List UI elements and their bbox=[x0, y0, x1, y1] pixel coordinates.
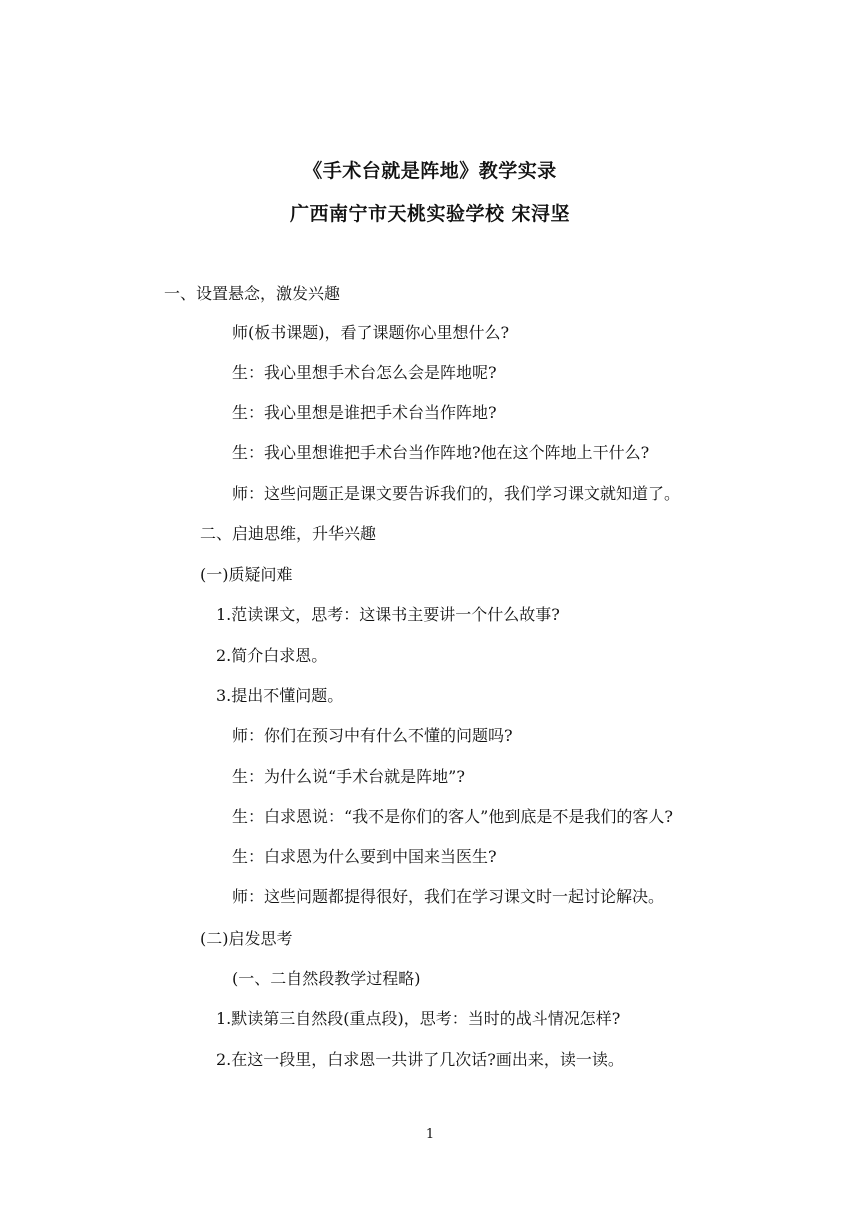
document-title: 《手术台就是阵地》教学实录 bbox=[303, 160, 557, 182]
page-number: 1 bbox=[425, 1127, 435, 1142]
list-item: 3.提出不懂问题。 bbox=[216, 686, 344, 705]
subsection-heading-2: (二)启发思考 bbox=[200, 929, 293, 948]
paragraph-line: 生：白求恩为什么要到中国来当医生? bbox=[232, 847, 497, 866]
paragraph-line: (一、二自然段教学过程略) bbox=[232, 969, 421, 988]
list-item: 2.简介白求恩。 bbox=[216, 646, 328, 665]
paragraph-line: 师：你们在预习中有什么不懂的问题吗? bbox=[232, 726, 513, 745]
paragraph-line: 生：白求恩说：“我不是你们的客人”他到底是不是我们的客人? bbox=[232, 807, 673, 826]
list-item: 1.默读第三自然段(重点段)，思考：当时的战斗情况怎样? bbox=[216, 1009, 621, 1028]
paragraph-line: 师：这些问题正是课文要告诉我们的，我们学习课文就知道了。 bbox=[232, 484, 681, 503]
paragraph-line: 生：我心里想手术台怎么会是阵地呢? bbox=[232, 363, 497, 382]
section-heading-2: 二、启迪思维，升华兴趣 bbox=[200, 524, 377, 543]
paragraph-line: 生：我心里想谁把手术台当作阵地?他在这个阵地上干什么? bbox=[232, 443, 650, 462]
paragraph-line: 生：我心里想是谁把手术台当作阵地? bbox=[232, 403, 497, 422]
list-item: 2.在这一段里，白求恩一共讲了几次话?画出来，读一读。 bbox=[216, 1050, 624, 1069]
subsection-heading-1: (一)质疑问难 bbox=[200, 565, 293, 584]
list-item: 1.范读课文，思考：这课书主要讲一个什么故事? bbox=[216, 605, 560, 624]
paragraph-line: 生：为什么说“手术台就是阵地”? bbox=[232, 767, 465, 786]
paragraph-line: 师(板书课题)，看了课题你心里想什么? bbox=[232, 323, 510, 342]
paragraph-line: 师：这些问题都提得很好，我们在学习课文时一起讨论解决。 bbox=[232, 887, 665, 906]
section-heading-1: 一、设置悬念，激发兴趣 bbox=[164, 284, 341, 303]
document-subtitle: 广西南宁市天桃实验学校 宋浔坚 bbox=[289, 203, 571, 225]
